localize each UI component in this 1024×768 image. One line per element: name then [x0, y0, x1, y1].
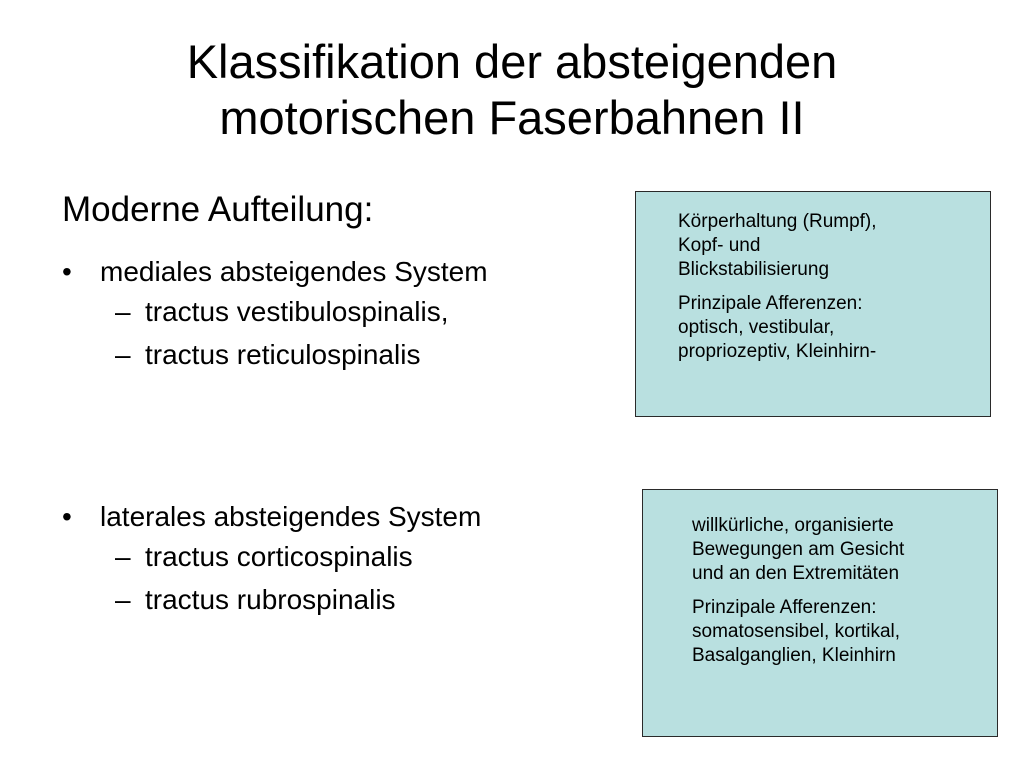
text-line: und an den Extremitäten — [692, 563, 900, 584]
bullet-text-lateral: laterales absteigendes System — [100, 501, 482, 532]
slide-title-line-1: Klassifikation der absteigenden — [186, 35, 838, 88]
text-line: somatosensibel, kortikal, — [692, 621, 901, 642]
medial-info-box — [635, 191, 991, 417]
text-line: willkürliche, organisierte — [692, 515, 894, 536]
text-line: optisch, vestibular, — [678, 317, 835, 338]
sub-item-text: tractus corticospinalis — [145, 541, 413, 572]
text-line: Basalganglien, Kleinhirn — [692, 645, 896, 666]
bullet-marker: • — [62, 256, 72, 287]
dash-marker: – — [115, 296, 131, 327]
text-line: Blickstabilisierung — [678, 259, 830, 280]
text-line: Körperhaltung (Rumpf), — [678, 211, 877, 232]
text-line: Bewegungen am Gesicht — [692, 539, 905, 560]
bullet-marker: • — [62, 501, 72, 532]
section-heading: Moderne Aufteilung: — [62, 190, 374, 229]
sub-item-text: tractus vestibulospinalis, — [145, 296, 449, 327]
sub-item-text: tractus rubrospinalis — [145, 584, 396, 615]
text-line: propriozeptiv, Kleinhirn- — [678, 341, 877, 362]
text-line: Kopf- und — [678, 235, 761, 256]
lateral-function-text — [692, 514, 989, 586]
slide-title-line-2: motorischen Faserbahnen II — [219, 91, 805, 144]
text-line: Prinzipale Afferenzen: — [692, 597, 877, 618]
dash-marker: – — [115, 339, 131, 370]
dash-marker: – — [115, 584, 131, 615]
slide-title — [40, 34, 984, 146]
dash-marker: – — [115, 541, 131, 572]
lateral-afferents-text — [692, 596, 989, 668]
medial-afferents-text — [678, 292, 982, 364]
text-line: Prinzipale Afferenzen: — [678, 293, 863, 314]
medial-function-text — [678, 210, 982, 282]
sub-item-text: tractus reticulospinalis — [145, 339, 421, 370]
lateral-info-box — [642, 489, 998, 737]
bullet-text-medial: mediales absteigendes System — [100, 256, 488, 287]
